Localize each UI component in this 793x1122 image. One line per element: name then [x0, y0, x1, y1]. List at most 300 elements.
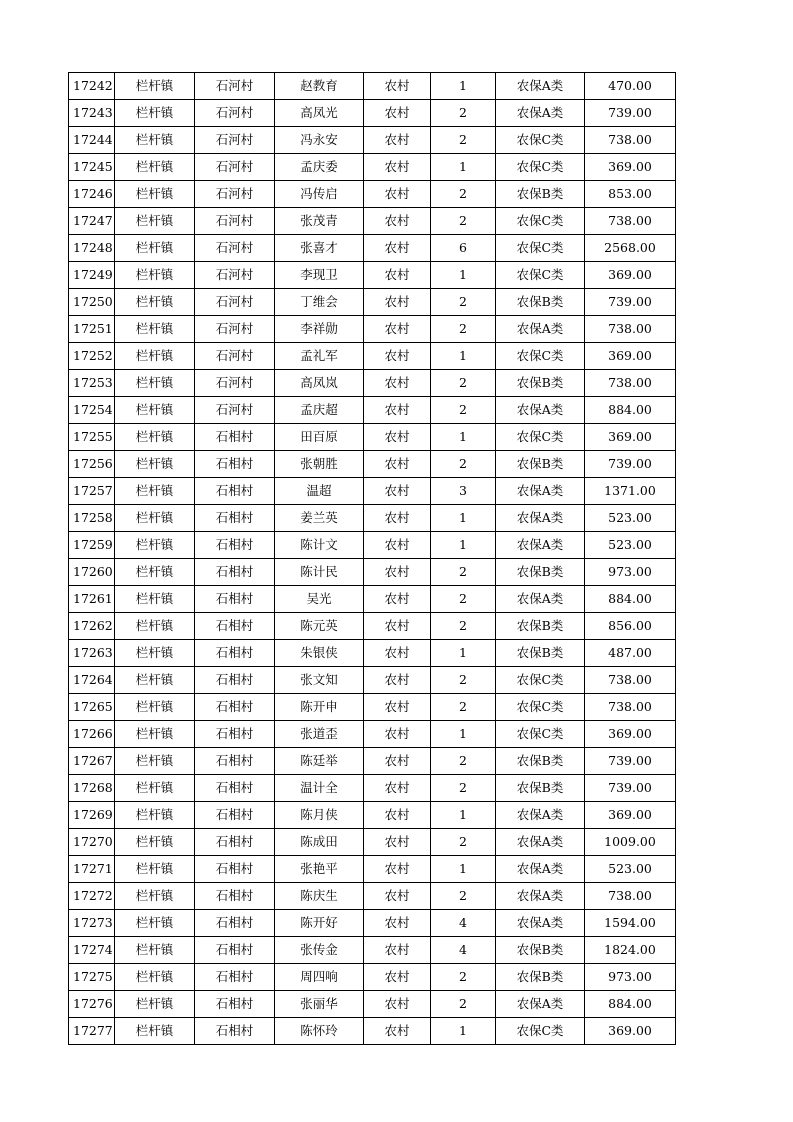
- record-id-cell: 17257: [69, 478, 115, 505]
- town-cell: 栏杆镇: [115, 316, 195, 343]
- member-count-cell: 2: [431, 667, 496, 694]
- amount-cell: 369.00: [585, 262, 676, 289]
- village-cell: 石河村: [195, 370, 275, 397]
- record-id-cell: 17258: [69, 505, 115, 532]
- insurance-category-cell: 农保A类: [496, 856, 585, 883]
- amount-cell: 487.00: [585, 640, 676, 667]
- household-type-cell: 农村: [364, 424, 431, 451]
- village-cell: 石相村: [195, 937, 275, 964]
- roster-sheet: [68, 72, 675, 1045]
- town-cell: 栏杆镇: [115, 748, 195, 775]
- member-count-cell: 1: [431, 424, 496, 451]
- member-count-cell: 2: [431, 181, 496, 208]
- insurance-category-cell: 农保B类: [496, 181, 585, 208]
- amount-cell: 738.00: [585, 316, 676, 343]
- insurance-category-cell: 农保B类: [496, 964, 585, 991]
- amount-cell: 1371.00: [585, 478, 676, 505]
- record-id-cell: 17272: [69, 883, 115, 910]
- amount-cell: 1009.00: [585, 829, 676, 856]
- member-count-cell: 2: [431, 775, 496, 802]
- name-cell: 张艳平: [275, 856, 364, 883]
- household-type-cell: 农村: [364, 100, 431, 127]
- insurance-category-cell: 农保B类: [496, 775, 585, 802]
- village-cell: 石相村: [195, 667, 275, 694]
- village-cell: 石河村: [195, 289, 275, 316]
- household-type-cell: 农村: [364, 235, 431, 262]
- table-row: [69, 235, 676, 262]
- household-type-cell: 农村: [364, 910, 431, 937]
- roster-body: [69, 73, 676, 1045]
- record-id-cell: 17244: [69, 127, 115, 154]
- record-id-cell: 17260: [69, 559, 115, 586]
- village-cell: 石相村: [195, 532, 275, 559]
- town-cell: 栏杆镇: [115, 937, 195, 964]
- household-type-cell: 农村: [364, 559, 431, 586]
- household-type-cell: 农村: [364, 73, 431, 100]
- insurance-category-cell: 农保A类: [496, 505, 585, 532]
- household-type-cell: 农村: [364, 775, 431, 802]
- table-row: [69, 208, 676, 235]
- insurance-category-cell: 农保A类: [496, 883, 585, 910]
- record-id-cell: 17247: [69, 208, 115, 235]
- member-count-cell: 2: [431, 100, 496, 127]
- town-cell: 栏杆镇: [115, 640, 195, 667]
- village-cell: 石相村: [195, 451, 275, 478]
- village-cell: 石河村: [195, 235, 275, 262]
- insurance-category-cell: 农保B类: [496, 559, 585, 586]
- town-cell: 栏杆镇: [115, 829, 195, 856]
- table-row: [69, 262, 676, 289]
- member-count-cell: 1: [431, 505, 496, 532]
- town-cell: 栏杆镇: [115, 586, 195, 613]
- table-row: [69, 586, 676, 613]
- town-cell: 栏杆镇: [115, 613, 195, 640]
- name-cell: 冯永安: [275, 127, 364, 154]
- amount-cell: 1594.00: [585, 910, 676, 937]
- household-type-cell: 农村: [364, 154, 431, 181]
- village-cell: 石相村: [195, 505, 275, 532]
- table-row: [69, 397, 676, 424]
- table-row: [69, 451, 676, 478]
- record-id-cell: 17246: [69, 181, 115, 208]
- table-row: [69, 181, 676, 208]
- member-count-cell: 4: [431, 937, 496, 964]
- insurance-category-cell: 农保A类: [496, 478, 585, 505]
- record-id-cell: 17259: [69, 532, 115, 559]
- insurance-category-cell: 农保A类: [496, 316, 585, 343]
- table-row: [69, 613, 676, 640]
- household-type-cell: 农村: [364, 964, 431, 991]
- name-cell: 张道歪: [275, 721, 364, 748]
- town-cell: 栏杆镇: [115, 1018, 195, 1045]
- household-type-cell: 农村: [364, 127, 431, 154]
- table-row: [69, 748, 676, 775]
- town-cell: 栏杆镇: [115, 343, 195, 370]
- member-count-cell: 1: [431, 802, 496, 829]
- household-type-cell: 农村: [364, 397, 431, 424]
- member-count-cell: 1: [431, 154, 496, 181]
- member-count-cell: 2: [431, 748, 496, 775]
- record-id-cell: 17276: [69, 991, 115, 1018]
- name-cell: 温超: [275, 478, 364, 505]
- town-cell: 栏杆镇: [115, 127, 195, 154]
- insurance-category-cell: 农保A类: [496, 100, 585, 127]
- household-type-cell: 农村: [364, 802, 431, 829]
- amount-cell: 523.00: [585, 505, 676, 532]
- record-id-cell: 17249: [69, 262, 115, 289]
- insurance-category-cell: 农保A类: [496, 397, 585, 424]
- amount-cell: 470.00: [585, 73, 676, 100]
- record-id-cell: 17264: [69, 667, 115, 694]
- table-row: [69, 910, 676, 937]
- record-id-cell: 17275: [69, 964, 115, 991]
- amount-cell: 738.00: [585, 883, 676, 910]
- town-cell: 栏杆镇: [115, 208, 195, 235]
- member-count-cell: 4: [431, 910, 496, 937]
- village-cell: 石相村: [195, 802, 275, 829]
- household-type-cell: 农村: [364, 856, 431, 883]
- village-cell: 石河村: [195, 154, 275, 181]
- roster-table: [68, 72, 676, 1045]
- record-id-cell: 17251: [69, 316, 115, 343]
- insurance-category-cell: 农保B类: [496, 289, 585, 316]
- town-cell: 栏杆镇: [115, 370, 195, 397]
- table-row: [69, 802, 676, 829]
- household-type-cell: 农村: [364, 748, 431, 775]
- name-cell: 陈计文: [275, 532, 364, 559]
- household-type-cell: 农村: [364, 532, 431, 559]
- name-cell: 温计全: [275, 775, 364, 802]
- village-cell: 石相村: [195, 775, 275, 802]
- insurance-category-cell: 农保A类: [496, 73, 585, 100]
- name-cell: 孟庆超: [275, 397, 364, 424]
- town-cell: 栏杆镇: [115, 181, 195, 208]
- insurance-category-cell: 农保A类: [496, 586, 585, 613]
- table-row: [69, 964, 676, 991]
- member-count-cell: 2: [431, 613, 496, 640]
- town-cell: 栏杆镇: [115, 883, 195, 910]
- household-type-cell: 农村: [364, 370, 431, 397]
- record-id-cell: 17261: [69, 586, 115, 613]
- village-cell: 石相村: [195, 559, 275, 586]
- village-cell: 石相村: [195, 694, 275, 721]
- record-id-cell: 17271: [69, 856, 115, 883]
- town-cell: 栏杆镇: [115, 802, 195, 829]
- household-type-cell: 农村: [364, 613, 431, 640]
- village-cell: 石相村: [195, 964, 275, 991]
- household-type-cell: 农村: [364, 289, 431, 316]
- table-row: [69, 991, 676, 1018]
- town-cell: 栏杆镇: [115, 505, 195, 532]
- town-cell: 栏杆镇: [115, 775, 195, 802]
- amount-cell: 739.00: [585, 748, 676, 775]
- insurance-category-cell: 农保A类: [496, 829, 585, 856]
- record-id-cell: 17250: [69, 289, 115, 316]
- name-cell: 陈开好: [275, 910, 364, 937]
- insurance-category-cell: 农保C类: [496, 721, 585, 748]
- amount-cell: 369.00: [585, 721, 676, 748]
- insurance-category-cell: 农保A类: [496, 910, 585, 937]
- name-cell: 张茂青: [275, 208, 364, 235]
- table-row: [69, 667, 676, 694]
- name-cell: 张喜才: [275, 235, 364, 262]
- town-cell: 栏杆镇: [115, 424, 195, 451]
- household-type-cell: 农村: [364, 721, 431, 748]
- amount-cell: 973.00: [585, 559, 676, 586]
- name-cell: 陈廷举: [275, 748, 364, 775]
- insurance-category-cell: 农保C类: [496, 667, 585, 694]
- name-cell: 陈怀玲: [275, 1018, 364, 1045]
- village-cell: 石河村: [195, 73, 275, 100]
- amount-cell: 738.00: [585, 667, 676, 694]
- table-row: [69, 289, 676, 316]
- town-cell: 栏杆镇: [115, 262, 195, 289]
- name-cell: 冯传启: [275, 181, 364, 208]
- amount-cell: 369.00: [585, 154, 676, 181]
- record-id-cell: 17265: [69, 694, 115, 721]
- amount-cell: 738.00: [585, 127, 676, 154]
- amount-cell: 884.00: [585, 991, 676, 1018]
- name-cell: 张丽华: [275, 991, 364, 1018]
- town-cell: 栏杆镇: [115, 856, 195, 883]
- town-cell: 栏杆镇: [115, 991, 195, 1018]
- household-type-cell: 农村: [364, 829, 431, 856]
- record-id-cell: 17273: [69, 910, 115, 937]
- household-type-cell: 农村: [364, 640, 431, 667]
- record-id-cell: 17266: [69, 721, 115, 748]
- name-cell: 张朝胜: [275, 451, 364, 478]
- town-cell: 栏杆镇: [115, 397, 195, 424]
- member-count-cell: 2: [431, 964, 496, 991]
- record-id-cell: 17245: [69, 154, 115, 181]
- record-id-cell: 17274: [69, 937, 115, 964]
- name-cell: 朱银侠: [275, 640, 364, 667]
- village-cell: 石相村: [195, 883, 275, 910]
- member-count-cell: 1: [431, 532, 496, 559]
- member-count-cell: 2: [431, 586, 496, 613]
- household-type-cell: 农村: [364, 316, 431, 343]
- insurance-category-cell: 农保C类: [496, 343, 585, 370]
- amount-cell: 739.00: [585, 100, 676, 127]
- member-count-cell: 1: [431, 262, 496, 289]
- amount-cell: 856.00: [585, 613, 676, 640]
- insurance-category-cell: 农保C类: [496, 424, 585, 451]
- town-cell: 栏杆镇: [115, 964, 195, 991]
- member-count-cell: 2: [431, 127, 496, 154]
- record-id-cell: 17254: [69, 397, 115, 424]
- village-cell: 石相村: [195, 424, 275, 451]
- amount-cell: 738.00: [585, 208, 676, 235]
- record-id-cell: 17256: [69, 451, 115, 478]
- table-row: [69, 721, 676, 748]
- member-count-cell: 1: [431, 856, 496, 883]
- table-row: [69, 73, 676, 100]
- member-count-cell: 2: [431, 316, 496, 343]
- record-id-cell: 17269: [69, 802, 115, 829]
- town-cell: 栏杆镇: [115, 721, 195, 748]
- insurance-category-cell: 农保C类: [496, 154, 585, 181]
- member-count-cell: 2: [431, 991, 496, 1018]
- town-cell: 栏杆镇: [115, 559, 195, 586]
- household-type-cell: 农村: [364, 991, 431, 1018]
- amount-cell: 523.00: [585, 856, 676, 883]
- member-count-cell: 1: [431, 73, 496, 100]
- village-cell: 石相村: [195, 910, 275, 937]
- household-type-cell: 农村: [364, 883, 431, 910]
- member-count-cell: 2: [431, 370, 496, 397]
- village-cell: 石相村: [195, 829, 275, 856]
- table-row: [69, 370, 676, 397]
- insurance-category-cell: 农保A类: [496, 532, 585, 559]
- name-cell: 陈计民: [275, 559, 364, 586]
- member-count-cell: 1: [431, 721, 496, 748]
- name-cell: 高凤光: [275, 100, 364, 127]
- insurance-category-cell: 农保C类: [496, 694, 585, 721]
- table-row: [69, 154, 676, 181]
- household-type-cell: 农村: [364, 343, 431, 370]
- household-type-cell: 农村: [364, 586, 431, 613]
- village-cell: 石相村: [195, 1018, 275, 1045]
- name-cell: 陈成田: [275, 829, 364, 856]
- town-cell: 栏杆镇: [115, 154, 195, 181]
- amount-cell: 523.00: [585, 532, 676, 559]
- household-type-cell: 农村: [364, 262, 431, 289]
- name-cell: 陈庆生: [275, 883, 364, 910]
- member-count-cell: 3: [431, 478, 496, 505]
- household-type-cell: 农村: [364, 208, 431, 235]
- town-cell: 栏杆镇: [115, 478, 195, 505]
- table-row: [69, 100, 676, 127]
- table-row: [69, 478, 676, 505]
- insurance-category-cell: 农保C类: [496, 127, 585, 154]
- name-cell: 高凤岚: [275, 370, 364, 397]
- amount-cell: 884.00: [585, 586, 676, 613]
- name-cell: 李现卫: [275, 262, 364, 289]
- record-id-cell: 17270: [69, 829, 115, 856]
- table-row: [69, 937, 676, 964]
- name-cell: 李祥勋: [275, 316, 364, 343]
- household-type-cell: 农村: [364, 478, 431, 505]
- insurance-category-cell: 农保B类: [496, 748, 585, 775]
- insurance-category-cell: 农保B类: [496, 613, 585, 640]
- insurance-category-cell: 农保A类: [496, 802, 585, 829]
- village-cell: 石河村: [195, 208, 275, 235]
- name-cell: 孟庆委: [275, 154, 364, 181]
- village-cell: 石相村: [195, 478, 275, 505]
- table-row: [69, 343, 676, 370]
- record-id-cell: 17243: [69, 100, 115, 127]
- village-cell: 石相村: [195, 991, 275, 1018]
- amount-cell: 853.00: [585, 181, 676, 208]
- record-id-cell: 17277: [69, 1018, 115, 1045]
- table-row: [69, 127, 676, 154]
- name-cell: 陈开申: [275, 694, 364, 721]
- record-id-cell: 17263: [69, 640, 115, 667]
- village-cell: 石相村: [195, 721, 275, 748]
- member-count-cell: 6: [431, 235, 496, 262]
- table-row: [69, 775, 676, 802]
- name-cell: 孟礼军: [275, 343, 364, 370]
- insurance-category-cell: 农保A类: [496, 991, 585, 1018]
- village-cell: 石河村: [195, 262, 275, 289]
- town-cell: 栏杆镇: [115, 667, 195, 694]
- village-cell: 石相村: [195, 856, 275, 883]
- table-row: [69, 856, 676, 883]
- name-cell: 田百原: [275, 424, 364, 451]
- table-row: [69, 316, 676, 343]
- table-row: [69, 424, 676, 451]
- member-count-cell: 2: [431, 208, 496, 235]
- name-cell: 周四响: [275, 964, 364, 991]
- insurance-category-cell: 农保C类: [496, 235, 585, 262]
- household-type-cell: 农村: [364, 1018, 431, 1045]
- village-cell: 石河村: [195, 316, 275, 343]
- amount-cell: 2568.00: [585, 235, 676, 262]
- name-cell: 张传金: [275, 937, 364, 964]
- member-count-cell: 2: [431, 451, 496, 478]
- amount-cell: 738.00: [585, 370, 676, 397]
- household-type-cell: 农村: [364, 937, 431, 964]
- member-count-cell: 1: [431, 1018, 496, 1045]
- record-id-cell: 17268: [69, 775, 115, 802]
- member-count-cell: 2: [431, 397, 496, 424]
- town-cell: 栏杆镇: [115, 289, 195, 316]
- insurance-category-cell: 农保C类: [496, 1018, 585, 1045]
- village-cell: 石河村: [195, 397, 275, 424]
- table-row: [69, 505, 676, 532]
- record-id-cell: 17255: [69, 424, 115, 451]
- member-count-cell: 1: [431, 640, 496, 667]
- village-cell: 石河村: [195, 181, 275, 208]
- village-cell: 石相村: [195, 586, 275, 613]
- amount-cell: 739.00: [585, 289, 676, 316]
- amount-cell: 739.00: [585, 451, 676, 478]
- insurance-category-cell: 农保C类: [496, 208, 585, 235]
- amount-cell: 884.00: [585, 397, 676, 424]
- name-cell: 张文知: [275, 667, 364, 694]
- town-cell: 栏杆镇: [115, 694, 195, 721]
- member-count-cell: 2: [431, 829, 496, 856]
- village-cell: 石河村: [195, 100, 275, 127]
- town-cell: 栏杆镇: [115, 910, 195, 937]
- insurance-category-cell: 农保B类: [496, 451, 585, 478]
- name-cell: 陈月侠: [275, 802, 364, 829]
- town-cell: 栏杆镇: [115, 451, 195, 478]
- member-count-cell: 2: [431, 694, 496, 721]
- record-id-cell: 17267: [69, 748, 115, 775]
- record-id-cell: 17262: [69, 613, 115, 640]
- name-cell: 丁维会: [275, 289, 364, 316]
- record-id-cell: 17252: [69, 343, 115, 370]
- amount-cell: 739.00: [585, 775, 676, 802]
- town-cell: 栏杆镇: [115, 100, 195, 127]
- table-row: [69, 532, 676, 559]
- name-cell: 陈元英: [275, 613, 364, 640]
- village-cell: 石相村: [195, 613, 275, 640]
- amount-cell: 973.00: [585, 964, 676, 991]
- amount-cell: 369.00: [585, 424, 676, 451]
- name-cell: 吴光: [275, 586, 364, 613]
- insurance-category-cell: 农保B类: [496, 640, 585, 667]
- member-count-cell: 2: [431, 289, 496, 316]
- table-row: [69, 694, 676, 721]
- member-count-cell: 2: [431, 559, 496, 586]
- amount-cell: 369.00: [585, 343, 676, 370]
- amount-cell: 369.00: [585, 802, 676, 829]
- record-id-cell: 17242: [69, 73, 115, 100]
- household-type-cell: 农村: [364, 667, 431, 694]
- member-count-cell: 1: [431, 343, 496, 370]
